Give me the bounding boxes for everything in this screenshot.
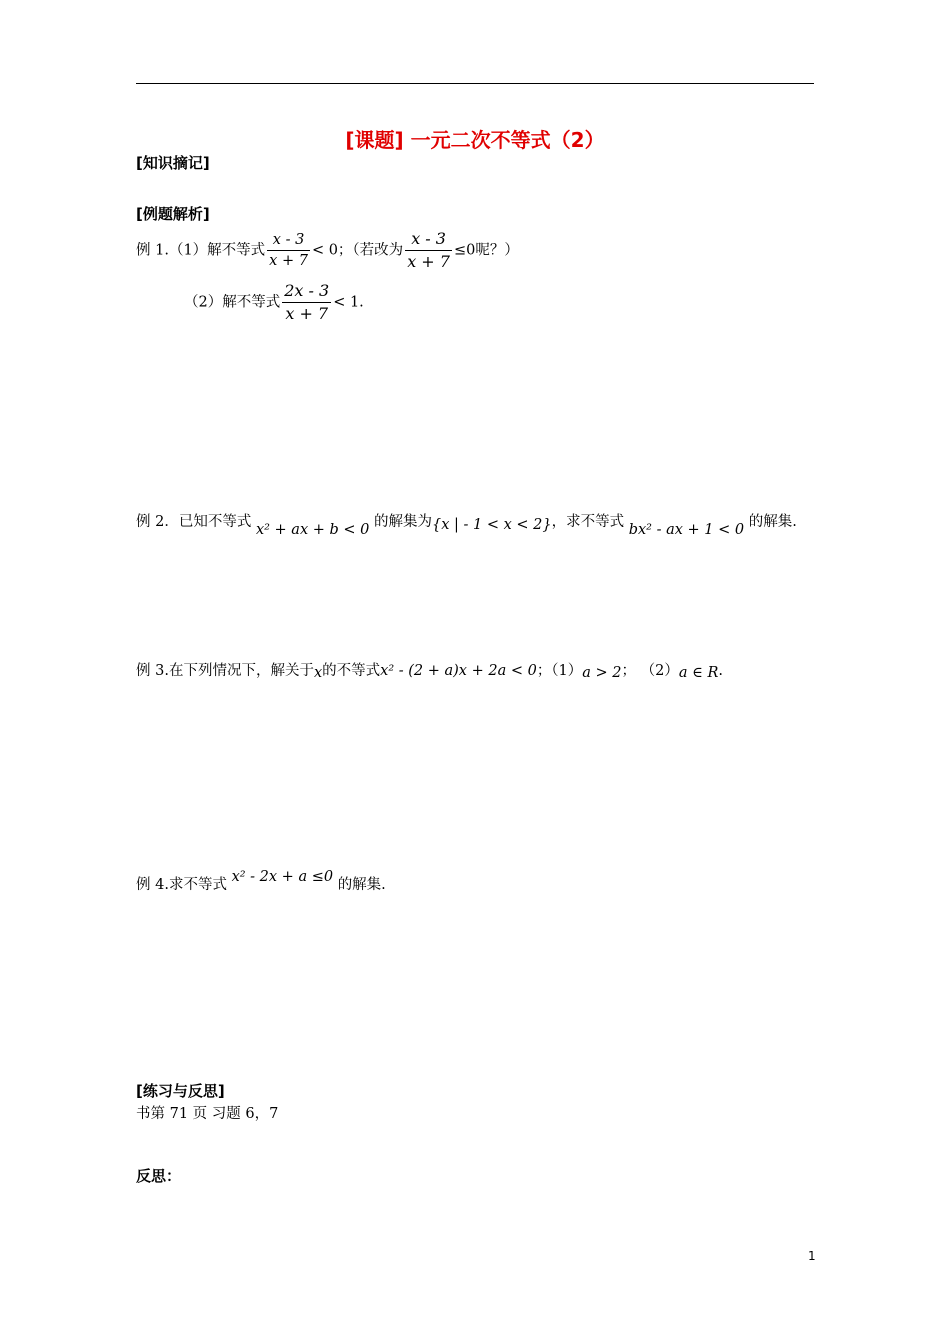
ex3-case-2-label: ； （2） bbox=[621, 663, 679, 679]
ex2-solution-set: {x | - 1 < x < 2} bbox=[432, 517, 552, 533]
ex1-fraction-2: $\frac{x - 3}{x + 7}$ bbox=[407, 229, 450, 271]
ex3-prefix: 例 3.在下列情况下，解关于 bbox=[136, 663, 314, 679]
ex2-inequality-1: x² + ax + b < 0 bbox=[255, 522, 370, 538]
example-3 bbox=[136, 659, 723, 680]
ex4-suffix: 的解集. bbox=[337, 877, 386, 893]
ex2-mid-2: ，求不等式 bbox=[551, 514, 625, 530]
page-title: [课题] 一元二次不等式（2） bbox=[345, 128, 605, 152]
ex3-case-2: a ∈ R bbox=[678, 665, 719, 681]
heading-examples: [例题解析] bbox=[136, 205, 210, 223]
ex1-fraction-1: $\frac{x - 3}{x + 7}$ bbox=[269, 232, 308, 269]
ex2-prefix: 例 2．已知不等式 bbox=[136, 514, 252, 530]
ex3-variable: x bbox=[313, 665, 323, 681]
ex1-p1-relation: < 0；（若改为 bbox=[311, 242, 404, 259]
page-number: 1 bbox=[808, 1249, 816, 1263]
practice-assignment: 书第 71 页 习题 6，7 bbox=[136, 1106, 279, 1122]
ex3-suffix: . bbox=[718, 663, 724, 679]
ex1-p1-prefix: 例 1.（1）解不等式 bbox=[136, 242, 266, 259]
top-rule bbox=[136, 83, 814, 84]
example-1-part-1 bbox=[136, 228, 519, 273]
example-4 bbox=[136, 869, 386, 894]
example-2 bbox=[136, 510, 797, 538]
ex3-mid: 的不等式 bbox=[322, 663, 381, 679]
ex3-inequality: x² - (2 + a)x + 2a < 0 bbox=[380, 663, 537, 679]
ex2-suffix: 的解集. bbox=[748, 514, 797, 530]
ex1-p2-suffix: < 1. bbox=[333, 294, 364, 311]
ex1-p1-suffix: ≤0呢？） bbox=[453, 242, 519, 259]
ex4-prefix: 例 4.求不等式 bbox=[136, 877, 227, 893]
ex2-inequality-2: bx² - ax + 1 < 0 bbox=[628, 522, 745, 538]
ex3-case-1-label: ；（1） bbox=[536, 663, 583, 679]
ex1-fraction-3: $\frac{2x - 3}{x + 7}$ bbox=[284, 281, 330, 323]
ex1-p2-prefix: （2）解不等式 bbox=[184, 294, 281, 311]
ex3-case-1: a > 2 bbox=[582, 665, 622, 681]
ex4-inequality: x² - 2x + a ≤0 bbox=[231, 869, 334, 885]
example-1-part-2 bbox=[184, 280, 364, 325]
heading-practice: [练习与反思] bbox=[136, 1082, 225, 1100]
heading-knowledge: [知识摘记] bbox=[136, 154, 210, 172]
heading-reflection: 反思： bbox=[136, 1167, 182, 1185]
ex2-mid-1: 的解集为 bbox=[374, 514, 432, 530]
